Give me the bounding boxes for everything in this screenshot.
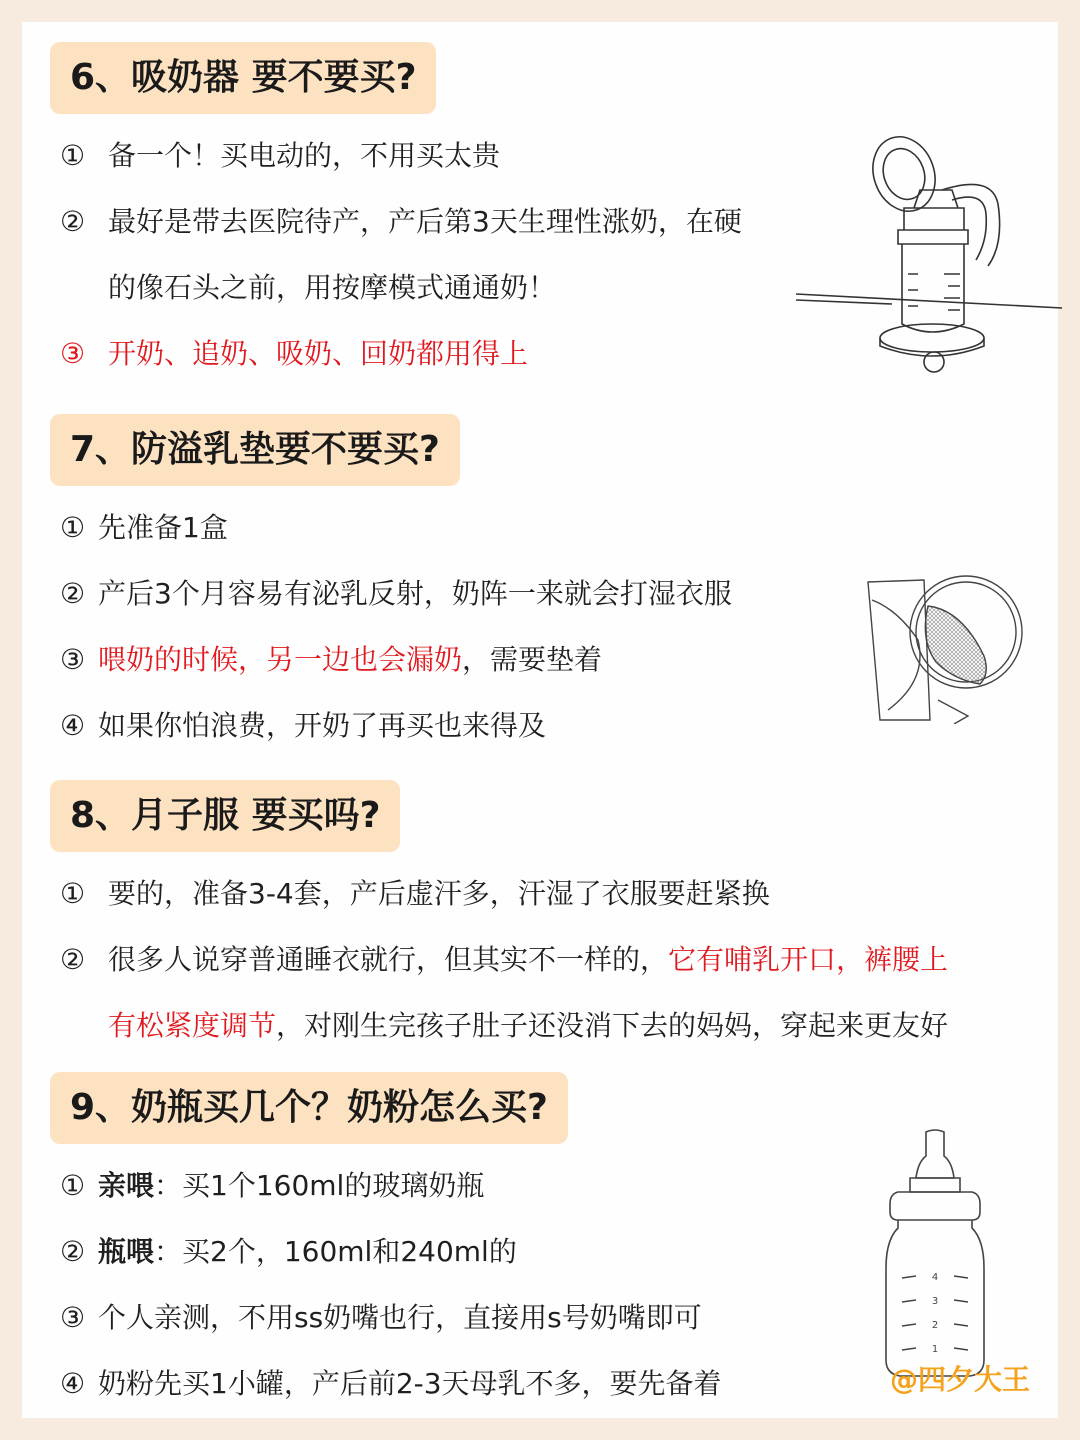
item-text-highlight: 喂奶的时候，另一边也会漏奶 (98, 643, 463, 676)
s8-item-2-cont (60, 1006, 948, 1046)
s6-item-1 (60, 136, 500, 176)
item-number: ④ (60, 1367, 86, 1400)
s9-item-3 (60, 1298, 702, 1338)
s8-item-1 (60, 874, 770, 914)
bottle-mark: 4 (931, 1272, 939, 1283)
item-number: ③ (60, 643, 86, 676)
item-number: ② (60, 205, 86, 238)
breast-pump-illustration (792, 134, 1064, 380)
item-text: ，对刚生完孩子肚子还没消下去的妈妈，穿起来更友好 (276, 1009, 949, 1042)
section-9-heading: 9、奶瓶买几个？奶粉怎么买? (50, 1072, 568, 1144)
baby-bottle-illustration (880, 1128, 990, 1390)
item-text-highlight: 有松紧度调节 (108, 1009, 277, 1042)
item-number: ① (60, 1169, 86, 1202)
item-number: ③ (60, 337, 86, 370)
item-text: 个人亲测，不用ss奶嘴也行，直接用s号奶嘴即可 (98, 1301, 702, 1334)
author-watermark: @四夕大王 (889, 1363, 1030, 1396)
item-text: 的像石头之前，用按摩模式通通奶！ (108, 271, 557, 304)
section-7-heading: 7、防溢乳垫要不要买? (50, 414, 460, 486)
item-label: 瓶喂 (98, 1235, 155, 1268)
bottle-mark: 1 (931, 1344, 939, 1355)
item-number: ② (60, 577, 86, 610)
s9-item-4 (60, 1364, 722, 1404)
item-number: ① (60, 511, 86, 544)
item-number: ② (60, 1235, 86, 1268)
s9-item-2 (60, 1232, 517, 1272)
s8-item-2 (60, 940, 948, 980)
item-number: ① (60, 877, 86, 910)
item-number: ① (60, 139, 86, 172)
item-text: 奶粉先买1小罐，产后前2-3天母乳不多，要先备着 (98, 1367, 722, 1400)
item-text: ：买1个160ml的玻璃奶瓶 (154, 1169, 485, 1202)
item-text: 如果你怕浪费，开奶了再买也来得及 (98, 709, 547, 742)
item-text: 要的，准备3-4套，产后虚汗多，汗湿了衣服要赶紧换 (108, 877, 770, 910)
item-text-highlight: 它有哺乳开口，裤腰上 (668, 943, 949, 976)
s7-item-2 (60, 574, 732, 614)
s6-item-2 (60, 202, 742, 242)
item-text: 先准备1盒 (98, 511, 228, 544)
item-text: ：买2个，160ml和240ml的 (154, 1235, 517, 1268)
nursing-pad-illustration (858, 570, 1034, 724)
item-text: ，需要垫着 (462, 643, 603, 676)
s9-item-1 (60, 1166, 484, 1206)
item-number: ③ (60, 1301, 86, 1334)
bottle-mark: 3 (931, 1296, 939, 1307)
section-6-heading: 6、吸奶器 要不要买? (50, 42, 436, 114)
s7-item-3 (60, 640, 602, 680)
section-8-heading: 8、月子服 要买吗? (50, 780, 400, 852)
item-text: 备一个！买电动的，不用买太贵 (108, 139, 501, 172)
s7-item-4 (60, 706, 546, 746)
bottle-mark: 2 (931, 1320, 939, 1331)
item-text: 很多人说穿普通睡衣就行，但其实不一样的， (108, 943, 669, 976)
item-text: 最好是带去医院待产，产后第3天生理性涨奶，在硬 (108, 205, 742, 238)
item-text: 产后3个月容易有泌乳反射，奶阵一来就会打湿衣服 (98, 577, 732, 610)
s6-item-2-cont (60, 268, 556, 308)
item-number: ④ (60, 709, 86, 742)
page (22, 22, 1058, 1418)
item-number: ② (60, 943, 86, 976)
item-label: 亲喂 (98, 1169, 155, 1202)
item-text: 开奶、追奶、吸奶、回奶都用得上 (108, 337, 529, 370)
s7-item-1 (60, 508, 228, 548)
s6-item-3 (60, 334, 528, 374)
